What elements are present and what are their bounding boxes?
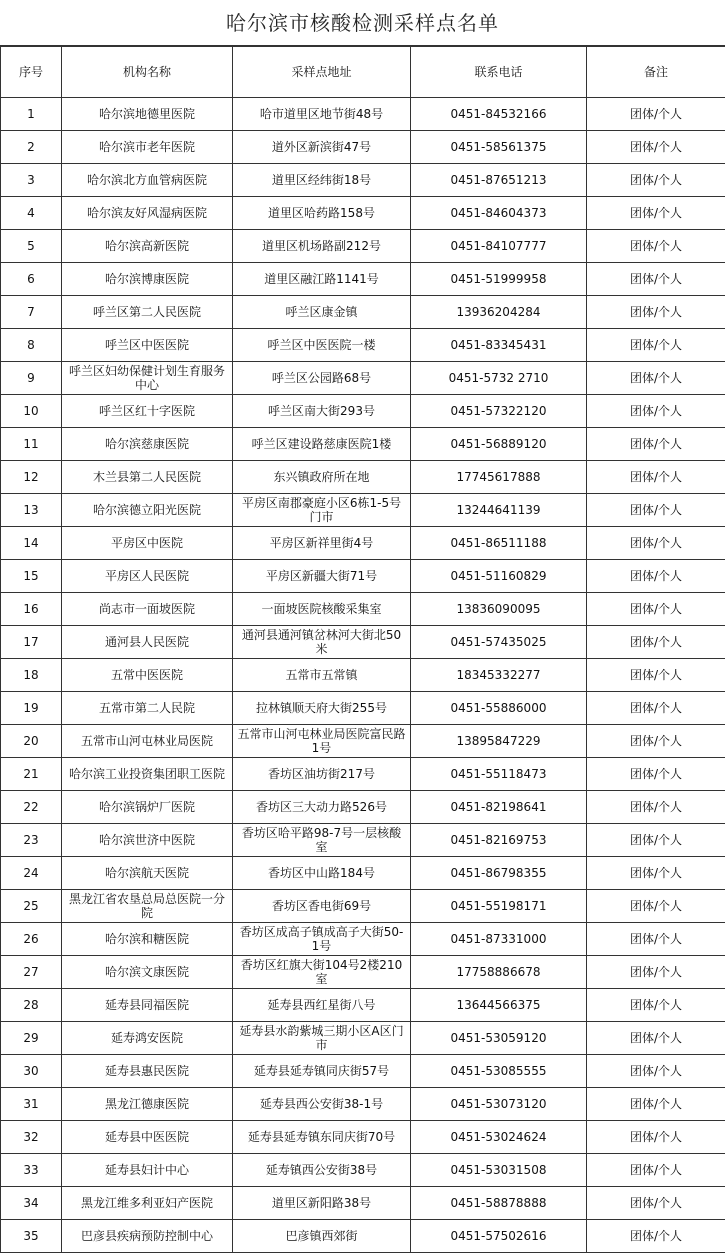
institution-name: 巴彦县疾病预防控制中心 [62,1220,233,1253]
row-index: 34 [1,1187,62,1220]
table-row [1,659,725,692]
sampling-address: 道里区经纬街18号 [233,164,411,197]
contact-phone: 0451-5732 2710 [411,362,587,395]
row-index: 28 [1,989,62,1022]
sampling-address: 一面坡医院核酸采集室 [233,593,411,626]
contact-phone: 0451-55198171 [411,890,587,923]
contact-phone: 0451-57435025 [411,626,587,659]
row-index: 10 [1,395,62,428]
contact-phone: 0451-58561375 [411,131,587,164]
note: 团体/个人 [587,494,725,527]
sampling-address: 香坊区哈平路98-7号一层核酸室 [233,824,411,857]
sampling-address: 延寿县水韵紫城三期小区A区门市 [233,1022,411,1055]
sampling-address: 呼兰区建设路慈康医院1楼 [233,428,411,461]
table-row [1,164,725,197]
row-index: 20 [1,725,62,758]
sampling-address: 五常市山河屯林业局医院富民路1号 [233,725,411,758]
row-index: 12 [1,461,62,494]
page-title: 哈尔滨市核酸检测采样点名单 [0,0,725,46]
row-index: 4 [1,197,62,230]
institution-name: 哈尔滨地德里医院 [62,98,233,131]
table-row [1,791,725,824]
sampling-site-table [0,46,725,1253]
sampling-address: 平房区南郡豪庭小区6栋1-5号门市 [233,494,411,527]
table-row [1,1187,725,1220]
institution-name: 五常市山河屯林业局医院 [62,725,233,758]
institution-name: 延寿县同福医院 [62,989,233,1022]
contact-phone: 13836090095 [411,593,587,626]
note: 团体/个人 [587,659,725,692]
header-phone: 联系电话 [411,47,587,98]
institution-name: 哈尔滨北方血管病医院 [62,164,233,197]
sampling-address: 道外区新滨街47号 [233,131,411,164]
note: 团体/个人 [587,1187,725,1220]
table-row [1,1055,725,1088]
header-institution: 机构名称 [62,47,233,98]
row-index: 11 [1,428,62,461]
sampling-address: 延寿县延寿镇同庆街57号 [233,1055,411,1088]
sampling-address: 延寿县延寿镇东同庆街70号 [233,1121,411,1154]
note: 团体/个人 [587,1088,725,1121]
table-row [1,857,725,890]
sampling-address: 道里区哈药路158号 [233,197,411,230]
institution-name: 通河县人民医院 [62,626,233,659]
institution-name: 呼兰区妇幼保健计划生育服务中心 [62,362,233,395]
row-index: 14 [1,527,62,560]
table-row [1,395,725,428]
row-index: 13 [1,494,62,527]
note: 团体/个人 [587,857,725,890]
contact-phone: 0451-53073120 [411,1088,587,1121]
institution-name: 哈尔滨和糖医院 [62,923,233,956]
institution-name: 哈尔滨高新医院 [62,230,233,263]
sampling-address: 拉林镇顺天府大街255号 [233,692,411,725]
contact-phone: 0451-83345431 [411,329,587,362]
institution-name: 黑龙江省农垦总局总医院一分院 [62,890,233,923]
note: 团体/个人 [587,461,725,494]
contact-phone: 0451-58878888 [411,1187,587,1220]
table-row [1,329,725,362]
row-index: 6 [1,263,62,296]
sampling-address: 呼兰区公园路68号 [233,362,411,395]
contact-phone: 0451-53085555 [411,1055,587,1088]
row-index: 31 [1,1088,62,1121]
row-index: 8 [1,329,62,362]
sampling-address: 香坊区三大动力路526号 [233,791,411,824]
contact-phone: 18345332277 [411,659,587,692]
table-row [1,758,725,791]
table-body [1,98,725,1253]
table-row [1,890,725,923]
note: 团体/个人 [587,164,725,197]
sampling-address: 香坊区油坊街217号 [233,758,411,791]
table-row [1,1088,725,1121]
institution-name: 哈尔滨世济中医院 [62,824,233,857]
sampling-address: 哈市道里区地节街48号 [233,98,411,131]
note: 团体/个人 [587,197,725,230]
note: 团体/个人 [587,1055,725,1088]
contact-phone: 0451-84107777 [411,230,587,263]
note: 团体/个人 [587,923,725,956]
contact-phone: 0451-51160829 [411,560,587,593]
contact-phone: 0451-57322120 [411,395,587,428]
sampling-address: 香坊区红旗大街104号2楼210室 [233,956,411,989]
sampling-address: 道里区融江路1141号 [233,263,411,296]
contact-phone: 0451-56889120 [411,428,587,461]
row-index: 30 [1,1055,62,1088]
contact-phone: 0451-55118473 [411,758,587,791]
sampling-address: 东兴镇政府所在地 [233,461,411,494]
sampling-address: 道里区机场路副212号 [233,230,411,263]
institution-name: 延寿县中医医院 [62,1121,233,1154]
note: 团体/个人 [587,626,725,659]
institution-name: 哈尔滨锅炉厂医院 [62,791,233,824]
contact-phone: 13244641139 [411,494,587,527]
note: 团体/个人 [587,560,725,593]
contact-phone: 0451-53031508 [411,1154,587,1187]
contact-phone: 0451-55886000 [411,692,587,725]
row-index: 24 [1,857,62,890]
sampling-address: 延寿县西公安街38-1号 [233,1088,411,1121]
table-row [1,956,725,989]
sampling-address: 呼兰区南大街293号 [233,395,411,428]
table-row [1,230,725,263]
row-index: 27 [1,956,62,989]
row-index: 25 [1,890,62,923]
row-index: 7 [1,296,62,329]
row-index: 2 [1,131,62,164]
row-index: 22 [1,791,62,824]
table-row [1,428,725,461]
institution-name: 哈尔滨德立阳光医院 [62,494,233,527]
sampling-address: 平房区新疆大街71号 [233,560,411,593]
contact-phone: 0451-57502616 [411,1220,587,1253]
note: 团体/个人 [587,362,725,395]
table-row [1,560,725,593]
row-index: 1 [1,98,62,131]
table-row [1,626,725,659]
table-row [1,989,725,1022]
table-row [1,461,725,494]
institution-name: 延寿县惠民医院 [62,1055,233,1088]
note: 团体/个人 [587,263,725,296]
row-index: 35 [1,1220,62,1253]
table-row [1,824,725,857]
contact-phone: 17745617888 [411,461,587,494]
note: 团体/个人 [587,1121,725,1154]
institution-name: 五常中医医院 [62,659,233,692]
table-row [1,692,725,725]
note: 团体/个人 [587,956,725,989]
row-index: 17 [1,626,62,659]
contact-phone: 0451-87651213 [411,164,587,197]
row-index: 19 [1,692,62,725]
row-index: 21 [1,758,62,791]
sampling-address: 道里区新阳路38号 [233,1187,411,1220]
note: 团体/个人 [587,758,725,791]
row-index: 23 [1,824,62,857]
table-header-row [1,47,725,98]
note: 团体/个人 [587,131,725,164]
note: 团体/个人 [587,692,725,725]
sampling-address: 香坊区中山路184号 [233,857,411,890]
institution-name: 哈尔滨文康医院 [62,956,233,989]
row-index: 29 [1,1022,62,1055]
institution-name: 尚志市一面坡医院 [62,593,233,626]
institution-name: 哈尔滨市老年医院 [62,131,233,164]
contact-phone: 0451-84604373 [411,197,587,230]
table-row [1,362,725,395]
institution-name: 五常市第二人民院 [62,692,233,725]
note: 团体/个人 [587,230,725,263]
sampling-address: 通河县通河镇岔林河大街北50米 [233,626,411,659]
contact-phone: 0451-82169753 [411,824,587,857]
note: 团体/个人 [587,395,725,428]
sampling-address: 香坊区香电街69号 [233,890,411,923]
table-row [1,263,725,296]
contact-phone: 0451-87331000 [411,923,587,956]
institution-name: 黑龙江德康医院 [62,1088,233,1121]
row-index: 33 [1,1154,62,1187]
contact-phone: 0451-82198641 [411,791,587,824]
contact-phone: 13936204284 [411,296,587,329]
institution-name: 呼兰区第二人民医院 [62,296,233,329]
table-row [1,197,725,230]
contact-phone: 0451-86511188 [411,527,587,560]
institution-name: 平房区人民医院 [62,560,233,593]
table-row [1,98,725,131]
institution-name: 木兰县第二人民医院 [62,461,233,494]
institution-name: 哈尔滨慈康医院 [62,428,233,461]
institution-name: 哈尔滨博康医院 [62,263,233,296]
table-row [1,296,725,329]
institution-name: 哈尔滨友好风湿病医院 [62,197,233,230]
header-index: 序号 [1,47,62,98]
row-index: 32 [1,1121,62,1154]
table-row [1,725,725,758]
row-index: 9 [1,362,62,395]
sampling-address: 延寿县西红星街八号 [233,989,411,1022]
table-row [1,1220,725,1253]
institution-name: 延寿县妇计中心 [62,1154,233,1187]
sampling-address: 平房区新祥里街4号 [233,527,411,560]
sampling-address: 呼兰区中医医院一楼 [233,329,411,362]
header-address: 采样点地址 [233,47,411,98]
sampling-address: 呼兰区康金镇 [233,296,411,329]
note: 团体/个人 [587,527,725,560]
table-row [1,923,725,956]
institution-name: 平房区中医院 [62,527,233,560]
row-index: 5 [1,230,62,263]
contact-phone: 13644566375 [411,989,587,1022]
table-row [1,494,725,527]
note: 团体/个人 [587,1154,725,1187]
note: 团体/个人 [587,98,725,131]
sampling-address: 香坊区成高子镇成高子大街50-1号 [233,923,411,956]
sampling-address: 延寿镇西公安街38号 [233,1154,411,1187]
note: 团体/个人 [587,1220,725,1253]
contact-phone: 17758886678 [411,956,587,989]
table-row [1,131,725,164]
note: 团体/个人 [587,890,725,923]
note: 团体/个人 [587,428,725,461]
sampling-address: 巴彦镇西郊街 [233,1220,411,1253]
institution-name: 黑龙江维多利亚妇产医院 [62,1187,233,1220]
row-index: 18 [1,659,62,692]
note: 团体/个人 [587,791,725,824]
note: 团体/个人 [587,593,725,626]
contact-phone: 13895847229 [411,725,587,758]
note: 团体/个人 [587,296,725,329]
note: 团体/个人 [587,725,725,758]
sampling-address: 五常市五常镇 [233,659,411,692]
row-index: 26 [1,923,62,956]
contact-phone: 0451-53059120 [411,1022,587,1055]
note: 团体/个人 [587,1022,725,1055]
note: 团体/个人 [587,329,725,362]
contact-phone: 0451-84532166 [411,98,587,131]
note: 团体/个人 [587,824,725,857]
row-index: 3 [1,164,62,197]
institution-name: 哈尔滨工业投资集团职工医院 [62,758,233,791]
note: 团体/个人 [587,989,725,1022]
table-row [1,527,725,560]
table-row [1,1121,725,1154]
table-row [1,1022,725,1055]
contact-phone: 0451-53024624 [411,1121,587,1154]
header-note: 备注 [587,47,725,98]
institution-name: 延寿鸿安医院 [62,1022,233,1055]
contact-phone: 0451-86798355 [411,857,587,890]
table-row [1,593,725,626]
row-index: 16 [1,593,62,626]
institution-name: 呼兰区红十字医院 [62,395,233,428]
institution-name: 哈尔滨航天医院 [62,857,233,890]
contact-phone: 0451-51999958 [411,263,587,296]
table-row [1,1154,725,1187]
institution-name: 呼兰区中医医院 [62,329,233,362]
row-index: 15 [1,560,62,593]
